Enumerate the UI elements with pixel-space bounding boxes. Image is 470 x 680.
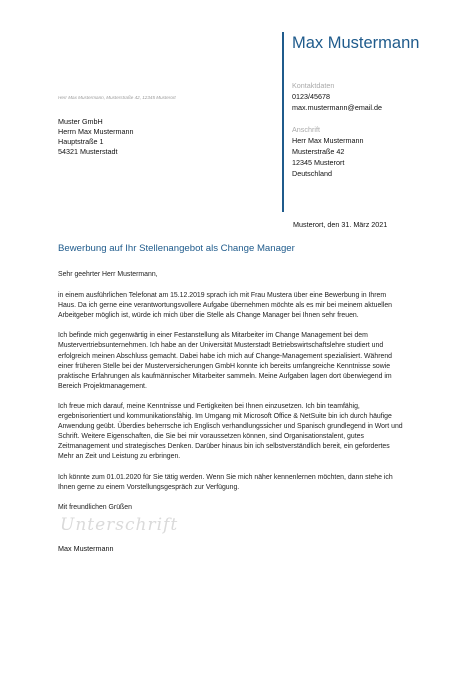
body-line: ergebnisorientiert und kommunikationsfähig. Im Umgang mit Microsoft Office & NetSuite bin ich durch häufige xyxy=(58,413,392,421)
address-line-3: 12345 Musterort xyxy=(292,158,345,167)
letter-date: Musterort, den 31. März 2021 xyxy=(293,220,388,229)
body-line: Ihnen gerne zu einem Vorstellungsgespräch zur Verfügung. xyxy=(58,483,240,491)
recipient-line-4: 54321 Musterstadt xyxy=(58,147,118,156)
recipient-line-2: Herrn Max Mustermann xyxy=(58,127,134,136)
body-line: Mehr an Zeit und Leistung zu erbringen. xyxy=(58,453,181,461)
paragraph-skills xyxy=(58,402,428,463)
contact-phone: 0123/45678 xyxy=(292,92,330,101)
closing: Mit freundlichen Grüßen xyxy=(58,503,132,511)
body-line: Mustervertriebsunternehmen. Ich habe an der Universität Musterstadt Betriebswirtschaftslehre studiert und xyxy=(58,342,384,350)
address-block xyxy=(292,124,364,179)
applicant-name: Max Mustermann xyxy=(292,34,420,52)
contact-label: Kontaktdaten xyxy=(292,81,335,90)
body-line: praktische Erfahrungen als kaufmännischer Mitarbeiter sammeln. Meine Aufgaben lagen dort überwiegend im xyxy=(58,372,392,380)
signer-name: Max Mustermann xyxy=(58,544,114,553)
paragraph-intro xyxy=(58,291,428,321)
body-line: einer früheren Stelle bei der Musterversicherungen GmbH konnte ich bereits umfangreiche Kenntnisse sowie xyxy=(58,362,391,370)
body-line: Ich freue mich darauf, meine Kenntnisse und Fertigkeiten bei Ihnen einzusetzen. Ich bin teamfähig, xyxy=(58,402,360,410)
letter-subject: Bewerbung auf Ihr Stellenangebot als Change Manager xyxy=(58,243,295,254)
recipient-line-1: Muster GmbH xyxy=(58,117,103,126)
body-line: Ich könnte zum 01.01.2020 für Sie tätig werden. Wenn Sie mich näher kennenlernen möchten, dann stehe ich xyxy=(58,473,393,481)
body-line: Ich befinde mich gegenwärtig in einer Festanstellung als Mitarbeiter im Change Management bei dem xyxy=(58,332,368,340)
recipient-block xyxy=(58,117,134,157)
contact-block xyxy=(292,80,382,113)
body-line: Haus. Da ich gerne eine verantwortungsvollere Aufgabe übernehmen möchte als es mir bei meinem aktuellen xyxy=(58,302,392,310)
salutation: Sehr geehrter Herr Mustermann, xyxy=(58,271,158,278)
sender-return-line: Herr Max Mustermann, Musterstraße 42, 12345 Musterort xyxy=(58,95,176,100)
letter-body xyxy=(58,270,428,523)
body-line: Bereich Projektmanagement. xyxy=(58,382,147,390)
header-divider-line xyxy=(282,32,284,212)
body-line: in einem ausführlichen Telefonat am 15.12.2019 sprach ich mit Frau Mustera über eine Bewerbung in Ihrem xyxy=(58,292,387,300)
paragraph-experience xyxy=(58,331,428,392)
paragraph-availability xyxy=(58,473,428,493)
body-line: Schrift. Weitere Eigenschaften, die Sie bei mir voraussetzen können, sind Organisationstalent, gutes xyxy=(58,433,364,441)
address-line-4: Deutschland xyxy=(292,169,332,178)
body-line: Zeitmanagement und strategisches Denken. Darüber hinaus bin ich selbstverständlich bereit, ein gefordertes xyxy=(58,443,390,451)
recipient-line-3: Hauptstraße 1 xyxy=(58,137,104,146)
signature: Unterschrift xyxy=(60,515,179,535)
address-label: Anschrift xyxy=(292,125,320,134)
body-line: erfolgreich meinen Abschluss gemacht. Dabei habe ich mich auf Change-Management spezialisiert. Während xyxy=(58,352,392,360)
address-line-1: Herr Max Mustermann xyxy=(292,136,364,145)
body-line: Arbeitgeber möglich ist, würde ich mich über die Stelle als Change Manager bei Ihnen sehr freuen. xyxy=(58,312,359,320)
address-line-2: Musterstraße 42 xyxy=(292,147,345,156)
contact-email: max.mustermann@email.de xyxy=(292,103,382,112)
body-line: Anwendung geübt. Überdies beherrsche ich Englisch verhandlungssicher und Spanisch grundlegend in Wort und xyxy=(58,423,403,431)
